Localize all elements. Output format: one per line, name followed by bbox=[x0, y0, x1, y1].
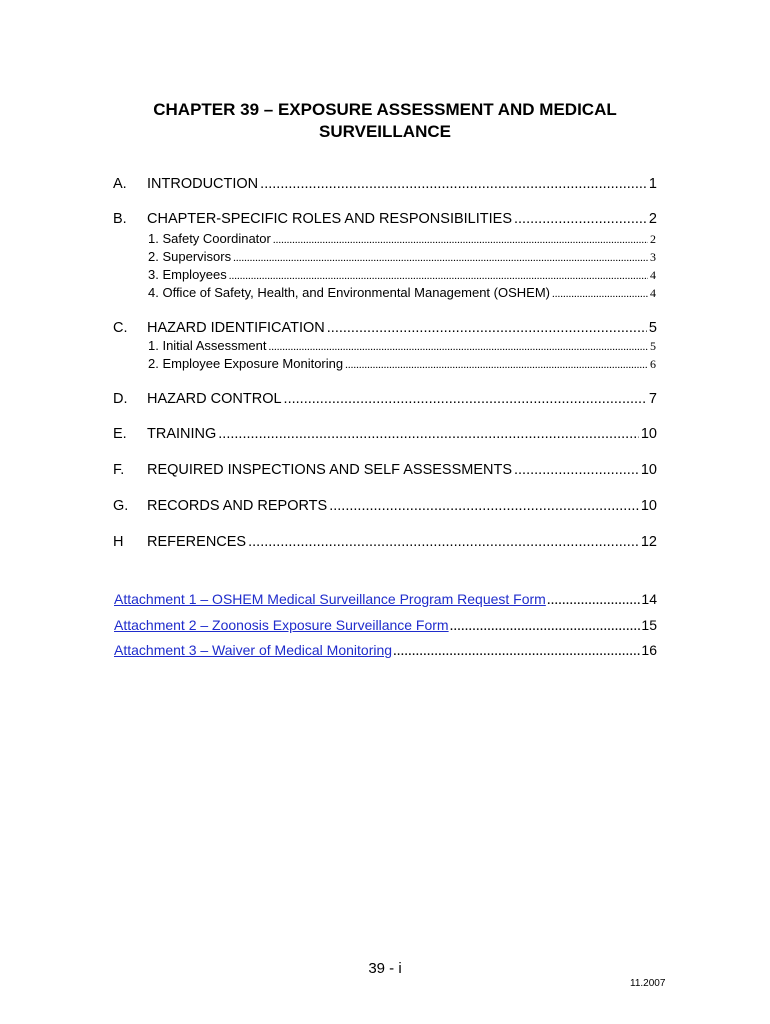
toc-page-number: 10 bbox=[640, 462, 657, 478]
toc-page-number: 5 bbox=[650, 339, 656, 353]
toc-leader-dots bbox=[547, 592, 641, 609]
toc-leader-dots bbox=[329, 498, 639, 514]
toc-page-number: 1 bbox=[648, 176, 657, 192]
toc-leader-dots bbox=[450, 618, 641, 635]
toc-entry-label: CHAPTER-SPECIFIC ROLES AND RESPONSIBILITIES bbox=[147, 211, 512, 227]
toc-entry-roles-responsibilities[interactable] bbox=[147, 211, 657, 227]
toc-leader-dots bbox=[229, 270, 648, 282]
chapter-title: CHAPTER 39 – EXPOSURE ASSESSMENT AND MEDICAL bbox=[153, 100, 617, 119]
toc-entry-label: RECORDS AND REPORTS bbox=[147, 498, 328, 514]
toc-entry-hazard-identification[interactable] bbox=[147, 320, 657, 336]
toc-section-letter: A. bbox=[113, 176, 127, 192]
toc-attachment-2 bbox=[114, 617, 657, 635]
toc-page-number: 16 bbox=[641, 642, 657, 658]
toc-page-number: 12 bbox=[640, 534, 657, 550]
toc-entry-label: 4. Office of Safety, Health, and Environmental Management (OSHEM) bbox=[148, 285, 550, 300]
toc-leader-dots bbox=[269, 341, 649, 353]
toc-entry-records-reports[interactable] bbox=[147, 498, 657, 514]
toc-page-number: 7 bbox=[648, 391, 657, 407]
toc-subentry-supervisors[interactable] bbox=[148, 249, 656, 265]
toc-leader-dots bbox=[393, 643, 640, 660]
attachment-1-link[interactable]: Attachment 1 – OSHEM Medical Surveillance Program Request Form bbox=[114, 591, 546, 607]
toc-leader-dots bbox=[273, 234, 648, 246]
footer-page-number: 39 - i bbox=[368, 960, 402, 977]
toc-page-number: 3 bbox=[650, 250, 656, 264]
toc-page-number: 4 bbox=[650, 286, 656, 300]
toc-entry-label: TRAINING bbox=[147, 426, 217, 442]
toc-section-letter: B. bbox=[113, 211, 127, 227]
toc-leader-dots bbox=[552, 288, 648, 300]
toc-section-letter: H bbox=[113, 534, 124, 550]
toc-entry-label: HAZARD CONTROL bbox=[147, 391, 282, 407]
toc-leader-dots bbox=[233, 252, 648, 264]
toc-page-number: 6 bbox=[650, 357, 656, 371]
toc-subentry-safety-coordinator[interactable] bbox=[148, 231, 656, 247]
toc-subentry-oshem[interactable] bbox=[148, 285, 656, 301]
toc-section-letter: C. bbox=[113, 320, 128, 336]
toc-subentry-exposure-monitoring[interactable] bbox=[148, 356, 656, 372]
toc-leader-dots bbox=[260, 176, 647, 192]
toc-subentry-employees[interactable] bbox=[148, 267, 656, 283]
toc-page-number: 14 bbox=[641, 591, 657, 607]
toc-section-letter: G. bbox=[113, 498, 129, 514]
chapter-title-continued: SURVEILLANCE bbox=[319, 122, 451, 141]
toc-leader-dots bbox=[514, 211, 647, 227]
toc-section-letter: D. bbox=[113, 391, 128, 407]
attachment-3-link[interactable]: Attachment 3 – Waiver of Medical Monitoring bbox=[114, 642, 393, 658]
toc-page-number: 4 bbox=[650, 268, 656, 282]
toc-entry-label: REQUIRED INSPECTIONS AND SELF ASSESSMENTS bbox=[147, 462, 512, 478]
toc-entry-introduction[interactable] bbox=[147, 176, 657, 192]
toc-section-letter: F. bbox=[113, 462, 125, 478]
toc-page-number: 10 bbox=[640, 426, 657, 442]
toc-section-letter: E. bbox=[113, 426, 127, 442]
toc-entry-label: 2. Employee Exposure Monitoring bbox=[148, 356, 344, 371]
toc-entry-label: 1. Initial Assessment bbox=[148, 338, 267, 353]
toc-entry-hazard-control[interactable] bbox=[147, 391, 657, 407]
toc-attachment-1 bbox=[114, 591, 657, 609]
toc-entry-label: HAZARD IDENTIFICATION bbox=[147, 320, 325, 336]
toc-page-number: 10 bbox=[640, 498, 657, 514]
toc-leader-dots bbox=[345, 359, 648, 371]
toc-entry-inspections[interactable] bbox=[147, 462, 657, 478]
toc-entry-label: REFERENCES bbox=[147, 534, 247, 550]
toc-subentry-initial-assessment[interactable] bbox=[148, 338, 656, 354]
toc-entry-references[interactable] bbox=[147, 534, 657, 550]
toc-entry-label: 2. Supervisors bbox=[148, 249, 232, 264]
toc-leader-dots bbox=[514, 462, 639, 478]
footer-date: 11.2007 bbox=[630, 978, 666, 989]
toc-leader-dots bbox=[218, 426, 639, 442]
attachment-2-link[interactable]: Attachment 2 – Zoonosis Exposure Surveillance Form bbox=[114, 617, 449, 633]
toc-leader-dots bbox=[327, 320, 647, 336]
toc-entry-label: 1. Safety Coordinator bbox=[148, 231, 271, 246]
toc-entry-training[interactable] bbox=[147, 426, 657, 442]
toc-leader-dots bbox=[248, 534, 639, 550]
toc-page-number: 5 bbox=[648, 320, 657, 336]
toc-page-number: 2 bbox=[650, 232, 656, 246]
toc-page-number: 2 bbox=[648, 211, 657, 227]
toc-attachment-3 bbox=[114, 642, 657, 660]
toc-entry-label: 3. Employees bbox=[148, 267, 227, 282]
toc-leader-dots bbox=[284, 391, 647, 407]
toc-page-number: 15 bbox=[641, 617, 657, 633]
toc-entry-label: INTRODUCTION bbox=[147, 176, 259, 192]
